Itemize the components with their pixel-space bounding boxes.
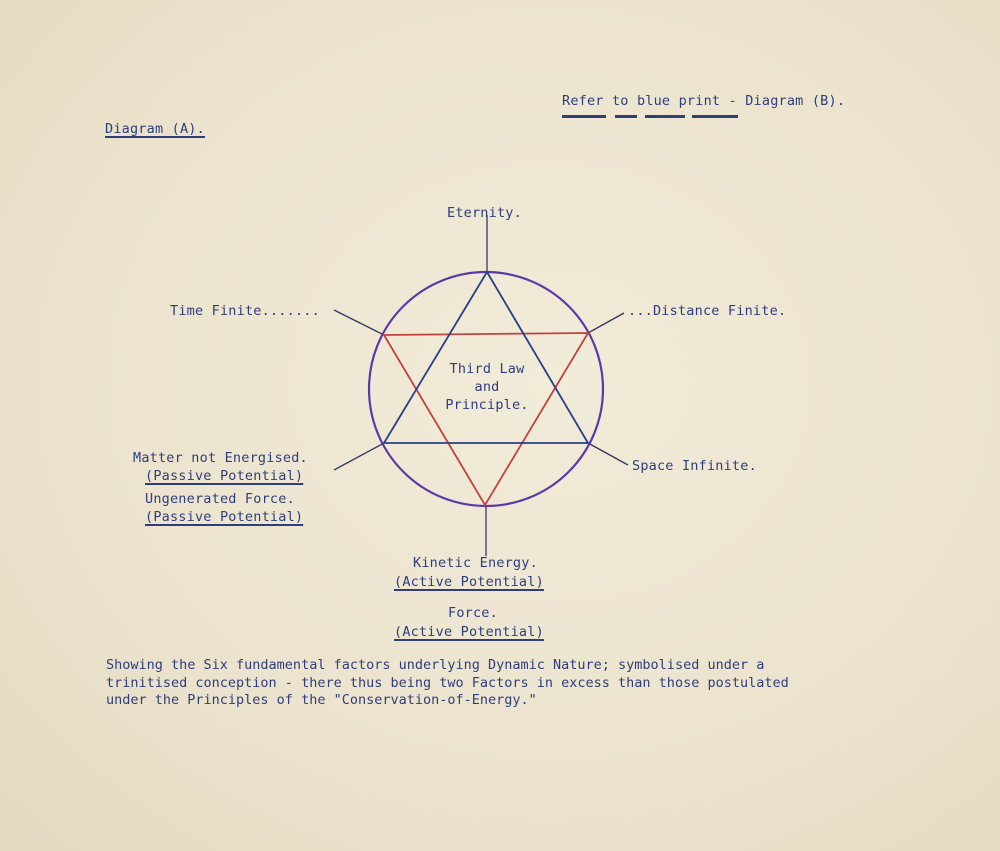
center-line-2: and — [474, 379, 500, 395]
spoke-lower-left — [334, 443, 384, 470]
spoke-lower-right — [588, 443, 628, 465]
label-time-finite: Time Finite....... — [170, 303, 320, 319]
label-eternity: Eternity. — [447, 205, 522, 221]
diagram-label: Diagram (A). — [105, 121, 205, 137]
reference-note: Refer to blue print - Diagram (B). — [562, 93, 846, 109]
caption — [106, 657, 906, 710]
center-line-1: Third Law — [449, 361, 525, 377]
caption-line-1: Showing the Six fundamental factors underlying Dynamic Nature; symbolised under a — [106, 657, 765, 673]
label-ungenerated-force: Ungenerated Force. — [145, 491, 295, 507]
label-matter-not-energised: Matter not Energised. — [133, 450, 308, 466]
caption-line-2: trinitised conception - there thus being two Factors in excess than those postulated — [106, 674, 789, 691]
center-line-3: Principle. — [445, 397, 529, 413]
label-passive-potential-2: (Passive Potential) — [145, 509, 304, 525]
label-kinetic-energy: Kinetic Energy. — [413, 555, 538, 571]
downward-triangle — [384, 333, 588, 505]
label-active-potential-1: (Active Potential) — [394, 574, 544, 590]
caption-line-3: under the Principles of the "Conservation-of-Energy." — [106, 692, 537, 708]
spoke-upper-right — [588, 313, 624, 333]
label-passive-potential-1: (Passive Potential) — [145, 468, 304, 484]
label-force: Force. — [448, 605, 498, 621]
label-active-potential-2: (Active Potential) — [394, 624, 544, 640]
spoke-upper-left — [334, 310, 384, 335]
label-space-infinite: Space Infinite. — [632, 458, 757, 474]
label-distance-finite: ...Distance Finite. — [628, 303, 787, 319]
